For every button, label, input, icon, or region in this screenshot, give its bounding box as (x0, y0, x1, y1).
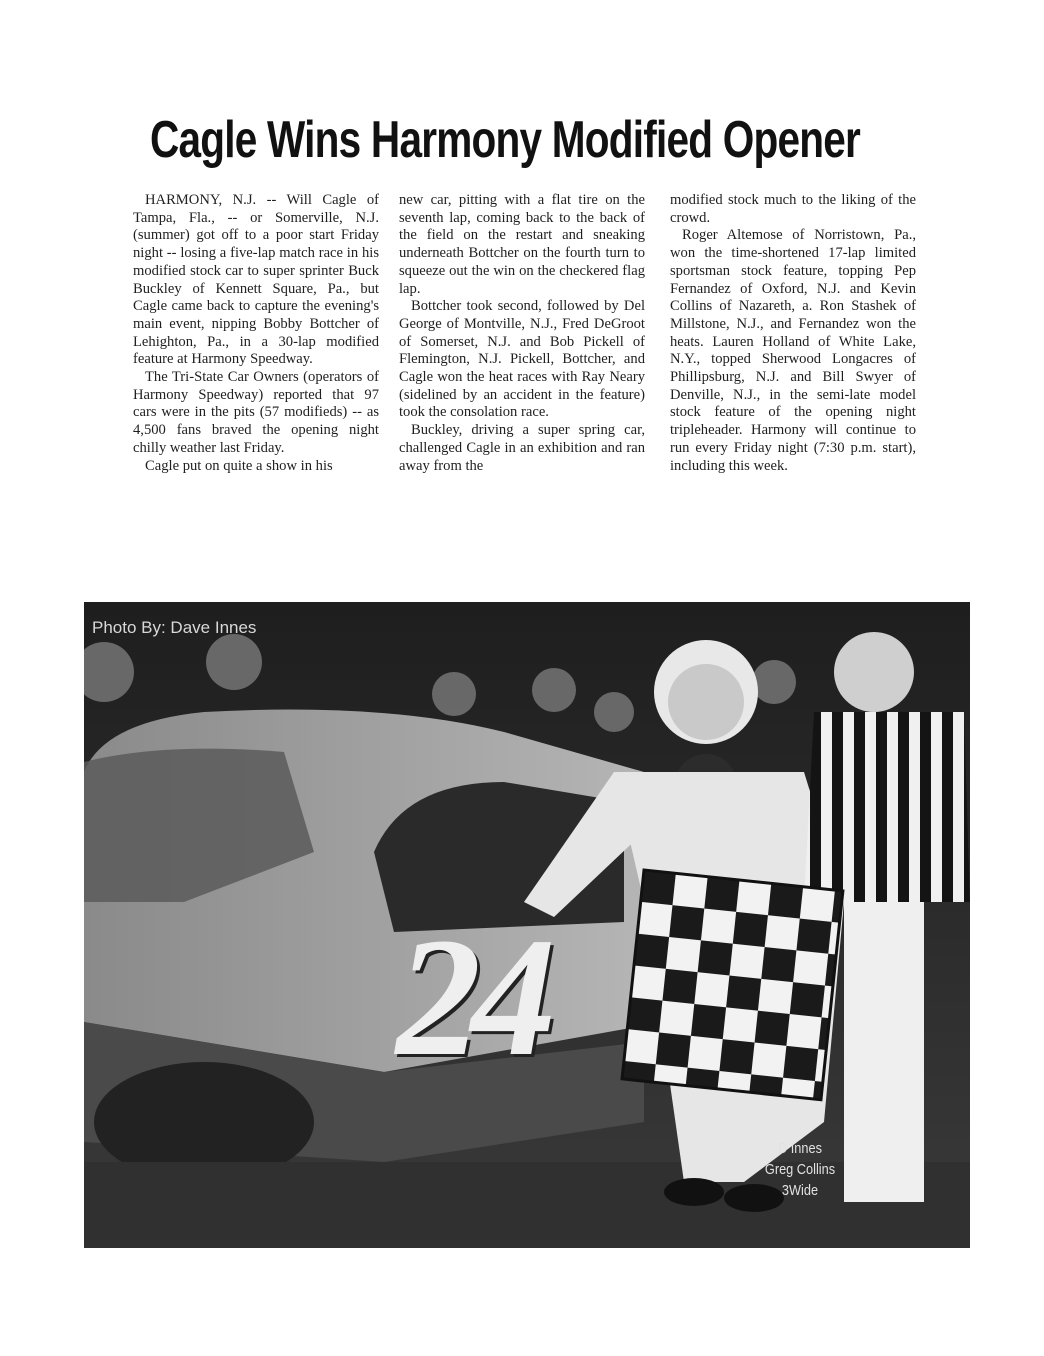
signature-line: D Innes (778, 1140, 822, 1157)
paragraph: Bottcher took second, followed by Del George of Montville, N.J., Fred DeGroot of Somerset, N.J. and Bob Pickell of Flemington, N.J. Pickell, Bottcher, and Cagle won the heat races with Ray Neary (sidelined by an accident in the feature) took the consolation race. (399, 298, 645, 421)
paragraph: new car, pitting with a flat tire on the seventh lap, coming back to the back of the field on the restart and sneaking underneath Bottcher on the fourth turn to squeeze out the win on the checkered flag lap. (399, 192, 645, 297)
car-number: 24 (396, 903, 546, 1091)
race-photo (84, 602, 970, 1248)
photo-credit: Photo By: Dave Innes (92, 618, 257, 637)
paragraph: HARMONY, N.J. -- Will Cagle of Tampa, Fla., -- or Somerville, N.J. (summer) got off to a poor start Friday night -- losing a five-lap match race in his modified stock car to super sprinter Buck Buckley of Kennett Square, Pa., but Cagle came back to capture the evening's main event, nipping Bobby Bottcher of Lehighton, Pa., in a 30-lap modified feature at Harmony Speedway. (133, 192, 379, 368)
article-column-1 (133, 192, 379, 475)
photo-signature (758, 1138, 843, 1201)
headline: Cagle Wins Harmony Modified Opener (150, 111, 861, 169)
paragraph: modified stock much to the liking of the crowd. (670, 192, 916, 226)
article-column-2 (399, 192, 645, 475)
paragraph: The Tri-State Car Owners (operators of Harmony Speedway) reported that 97 cars were in the pits (57 modifieds) -- as 4,500 fans braved the opening night chilly weather last Friday. (133, 369, 379, 456)
signature-line: 3Wide (781, 1182, 819, 1199)
paragraph: Cagle put on quite a show in his (145, 457, 333, 474)
paragraph: Buckley, driving a super spring car, challenged Cagle in an exhibition and ran away from the (399, 422, 645, 474)
article-column-3 (670, 192, 916, 475)
signature-line: Greg Collins (764, 1161, 836, 1178)
paragraph: Roger Altemose of Norristown, Pa., won the time-shortened 17-lap limited sportsman stock feature, topping Pep Fernandez of Oxford, N.J. and Kevin Collins of Nazareth, a. Ron Stashek of Millstone, N.J., and Fernandez won the heats. Lauren Holland of White Lake, N.Y., topped Sherwood Longacres of Phillipsburg, N.J. and Bill Swyer of Denville, N.J., in the semi-late model stock feature of the opening night tripleheader. Harmony will continue to run every Friday night (7:30 p.m. start), including this week. (670, 227, 916, 474)
